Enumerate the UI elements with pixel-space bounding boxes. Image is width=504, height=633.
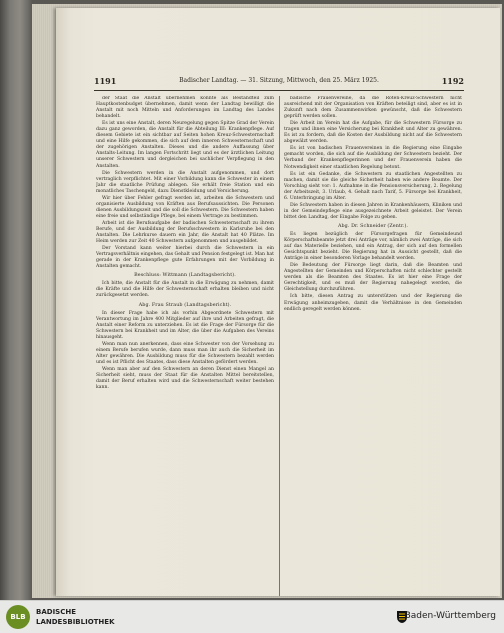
left-column-heading: Beschluss: Wittmann (Landtagsbericht). <box>134 273 236 279</box>
blb-logo-icon: BLB <box>6 605 30 629</box>
left-column-heading: Abg. Frau Straub (Landtagsbericht). <box>138 302 232 308</box>
right-column-paragraph: Ich bitte, diesen Antrag zu unterstützen und der Regierung die Erwägung anheimzugeben, damit die Verhältnisse in den Gemeinden endlich geregelt werden können. <box>284 294 462 312</box>
header-rule <box>94 90 464 91</box>
right-column-paragraph: Es ist von badischen Frauenvereinen in die Regierung eine Eingabe gemacht worden, die sich auf die Ausbildung der Schwestern bezieht. Der Verband der Krankenpflegerinnen und der Frauenverein haben die Notwendigkeit einer staatlichen Regelung betont. <box>284 146 462 170</box>
library-name-line2: LANDESBIBLIOTHEK <box>36 618 115 626</box>
right-column-paragraph: Es ist ein Gedanke, die Schwestern zu staatlichen Angestellten zu machen, damit sie die gleiche Sicherheit haben wie andere Beamte. Der Vorschlag sieht vor: 1. Aufnahme in die Pensionsversicherung, 2. Regelung der Arbeitszeit, 3. Urlaub, 4. Gehalt nach Tarif, 5. Fürsorge bei Krankheit, 6. Unterbringung im Alter. <box>284 171 462 201</box>
left-column-paragraph: Wenn man aber auf den Schwestern an deren Dienst einen Mangel an Sicherheit sieht, muss der Staat für die Anstalten Mittel bereitstellen, damit der Beruf erhalten wird und die Schwesternschaft weiter bestehen kann. <box>96 366 274 391</box>
library-name-line1: BADISCHE <box>36 608 76 616</box>
left-column-paragraph: Ich bitte, die Anstalt für die Anstalt in die Erwägung zu nehmen, damit die Kräfte und die Hilfe der Schwesternschaft erhalten bleiben und nicht zurückgesetzt werden. <box>96 281 274 299</box>
right-column <box>284 96 462 596</box>
right-column-paragraph: Es liegen bezüglich der Fürsorgefragen für Gemeindeund Körperschaftsbeamte jetzt drei Anträge vor, nämlich zwei Anträge, die sich auf das Materielle beziehen, und ein Antrag, der sich auf den formellen Gesichtspunkt bezieht. Die Regierung hat in Aussicht gestellt, daß die Anträge in einer besonderen Vorlage behandelt werden. <box>284 231 462 262</box>
column-divider <box>279 96 280 596</box>
left-column-paragraph: Der Vorstand kann weiter hierbei durch die Schwestern in ein Vertragsverhältnis eingehen, das Gehalt und Pension festgelegt ist. Man hat gerade in der Krankenpflege gute Erfahrungen mit der Vorbildung in Anstalten gemacht. <box>96 246 274 270</box>
library-name <box>36 607 115 627</box>
left-column-paragraph: Wir hier über Fehler gefragt werden ist, arbeiten die Schwestern und organisierte Ausbildung von Kräften aus Berufsaussichten. Die Personen dienen Ausbildungszeit und die soll die Schwestern. Die Schwestern haben eine freie und selbständige Pflege, bei einem Vertrage zu bestimmen. <box>96 195 274 219</box>
page-number-right: 1192 <box>441 76 464 86</box>
left-column-paragraph: In dieser Frage habe ich als vorhin Abgeordnete Schwestern mit Verantwortung im Jahre 400 Mitglieder auf ihre und Arbeiten gefragt, die Anstalt einer Reform zu unterziehen. Es ist die Frage der Fürsorge für die Schwestern bei Krankheit und im Alter, die über die Aufgaben des Vereins hinausgeht. <box>96 310 274 340</box>
page-number-left: 1191 <box>94 76 117 86</box>
right-column-paragraph: badische Frauenvereine, da die Roten-Kreuz-Schwestern nicht ausreichend mit der Organisation von Kräften beteiligt sind, aber es ist in Zukunft nach dem Zusammenwirken gewünscht, daß die Schwestern geprüft werden sollen. <box>284 96 462 120</box>
right-column-heading: Abg. Dr. Schneider (Zentr.). <box>337 223 409 229</box>
right-column-paragraph: Die Schwestern haben in diesen Jahren in Krankenhäusern, Kliniken und in der Gemeindepflege eine ausgezeichnete Arbeit geleistet. Der Verein bittet den Landtag, der Eingabe Folge zu geben. <box>284 202 462 220</box>
state-name: Baden-Württemberg <box>404 611 496 621</box>
right-column-paragraph: Die Arbeit im Verein hat die Aufgabe, für die Schwestern Fürsorge zu tragen und ihnen eine Versicherung bei Krankheit und Alter zu gewähren. Es ist zu fordern, daß die Kosten der Ausbildung nicht auf die Schwestern abgewälzt werden. <box>284 121 462 145</box>
left-column-paragraph: Wenn man nun anerkennen, dass eine Schwester von der Vorsehung zu einem Berufe berufen wurde, dann muss man ihr auch die Sicherheit im Alter gewähren. Die Ausbildung muss für die Schwestern bezahlt werden und es ist Pflicht des Staates, dass diese Anstalten gefördert werden. <box>96 341 274 365</box>
page-header <box>94 76 464 90</box>
library-footer <box>0 600 504 633</box>
running-head: Badischer Landtag. — 31. Sitzung, Mittwoch, den 25. März 1925. <box>179 77 379 84</box>
left-column-paragraph: Arbeit ist die Berufsaufgabe der badischen Schwesternschaft zu ihrem Berufe, und der Ausbildung der Berufsschwestern in Karlsruhe bei den Anstalten. Die Lehrkurse dauern ein Jahr, die Anstalt hat 40 Plätze. Im Heim werden zur Zeit 40 Schwestern aufgenommen und ausgebildet. <box>96 220 274 245</box>
left-column-paragraph: Die Schwestern werden in die Anstalt aufgenommen, und dort vertraglich verpflichtet. Mit einer Vorbildung kann die Schwester in einem Jahr die staatliche Prüfung ablegen. Sie erhält freie Station und ein monatliches Taschengeld, dazu Dienstkleidung und Versicherung. <box>96 170 274 194</box>
right-column-paragraph: Die Bedeutung der Fürsorge liegt darin, daß die Beamten und Angestellten der Gemeinden und Körperschaften nicht schlechter gestellt werden als die Beamten des Staates. Es ist hier eine Frage der Gerechtigkeit, und es muß der Regierung nahegelegt werden, die Gleichstellung durchzuführen. <box>284 263 462 293</box>
left-column-paragraph: Es ist uns eine Anstalt, deren Neuregelung gegen Spitze Grad der Verein dazu ganz geworden, die Anstalt für die Abteilung III: Krankenpflege. Auf diesem Gebiete ist ein sichtbar auf Seiten hohen Kreuz-Schwesternschaft und eine Hilfe gekommen, die sich auf dem inneren Schwesternschaft und der zugehörigen Anstalten. Dieses und die andere Auffassung über Anstalts-Leitung. Im langen Fortschritt liegt und es der ärztlichen Leitung unserer Schwestern und dergleichen bei sachlicher Verpflegung in den Anstalten. <box>96 121 274 169</box>
left-column <box>96 96 274 596</box>
left-column-paragraph: der Staat die Anstalt übernehmen könnte als Bestandteil zum Hauptkostenbudget übernehmen, damit wenn der Landtag bewilligt die Anstalt mit noch Mitteln und Anforderungen im Landtag des Landes behandelt. <box>96 96 274 120</box>
